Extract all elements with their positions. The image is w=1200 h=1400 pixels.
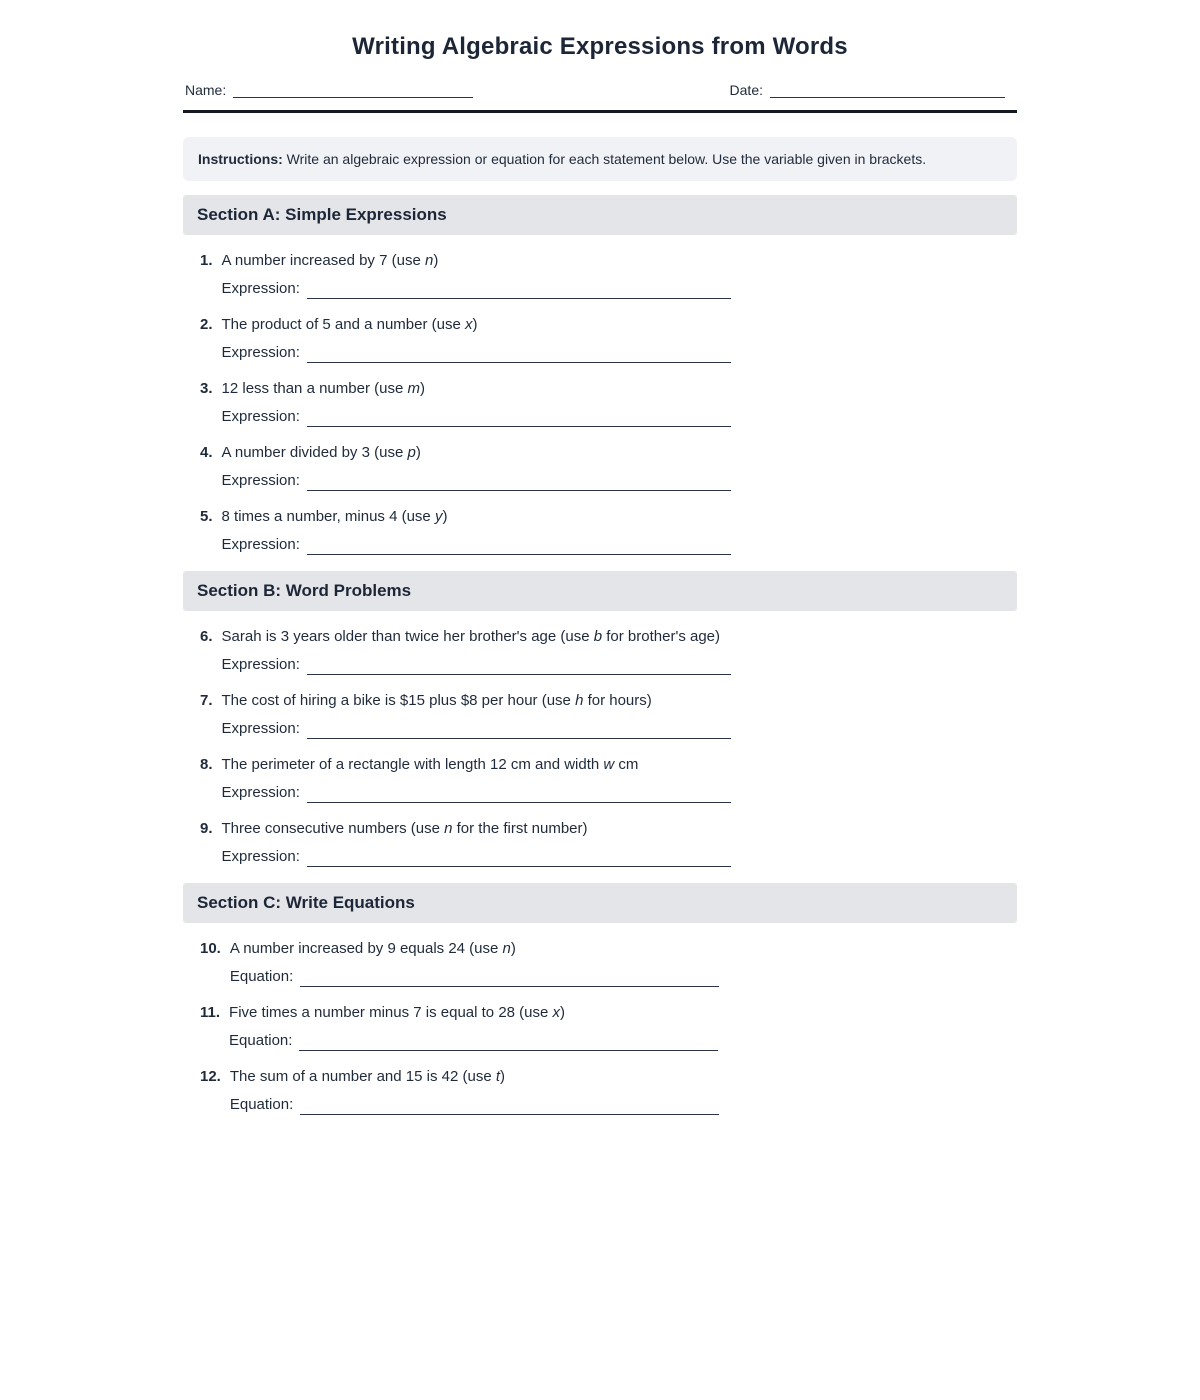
statement-variable: n	[502, 940, 511, 957]
statement-variable: y	[434, 508, 443, 525]
answer-row	[222, 407, 1017, 427]
answer-blank[interactable]	[307, 475, 731, 491]
item-11	[200, 1003, 1017, 1051]
statement-text: The product of 5 and a number (use	[221, 316, 465, 333]
statement-text: A number increased by 7 (use	[221, 252, 425, 269]
item-statement	[222, 819, 1017, 839]
statement-variable: x	[465, 316, 473, 333]
answer-label: Expression:	[221, 848, 300, 865]
answer-blank[interactable]	[307, 787, 731, 803]
answer-row	[222, 343, 1017, 363]
statement-variable: x	[552, 1004, 561, 1021]
item-statement	[222, 251, 1017, 271]
answer-blank[interactable]	[307, 347, 731, 363]
answer-row	[222, 783, 1017, 803]
answer-label: Expression:	[221, 784, 300, 801]
statement-variable: t	[495, 1068, 501, 1085]
section-b	[183, 571, 1017, 867]
item-number: 7.	[200, 692, 213, 709]
worksheet	[183, 0, 1017, 1131]
item-statement	[222, 691, 1017, 711]
answer-label: Expression:	[221, 344, 300, 361]
answer-blank[interactable]	[307, 283, 731, 299]
answer-row	[230, 967, 1017, 987]
answer-label: Equation:	[229, 1032, 293, 1049]
statement-text: )	[560, 1004, 566, 1021]
item-1	[200, 251, 1017, 299]
header-divider	[183, 110, 1017, 113]
item-number: 10.	[200, 940, 221, 957]
item-number: 8.	[200, 756, 213, 773]
statement-text: The sum of a number and 15 is 42 (use	[229, 1068, 496, 1085]
statement-text: for brother's age)	[602, 628, 721, 645]
statement-text: A number divided by 3 (use	[221, 444, 408, 461]
item-number: 2.	[200, 316, 213, 333]
answer-row	[230, 1095, 1017, 1115]
answer-label: Expression:	[221, 656, 300, 673]
statement-text: 12 less than a number (use	[221, 380, 408, 397]
statement-text: Three consecutive numbers (use	[221, 820, 445, 837]
answer-row	[222, 719, 1017, 739]
item-6	[200, 627, 1017, 675]
answer-blank[interactable]	[307, 659, 731, 675]
instructions-label: Instructions:	[198, 151, 283, 167]
statement-text: Five times a number minus 7 is equal to 28 (use	[229, 1004, 553, 1021]
answer-label: Expression:	[221, 280, 300, 297]
answer-label: Equation:	[229, 968, 294, 985]
statement-text: 8 times a number, minus 4 (use	[221, 508, 435, 525]
statement-text: A number increased by 9 equals 24 (use	[229, 940, 503, 957]
date-blank[interactable]	[770, 83, 1005, 98]
item-7	[200, 691, 1017, 739]
item-statement	[222, 627, 1017, 647]
answer-row	[222, 471, 1017, 491]
section-c	[183, 883, 1017, 1115]
item-statement	[222, 507, 1017, 527]
item-number: 4.	[200, 444, 213, 461]
item-9	[200, 819, 1017, 867]
section-c-header: Section C: Write Equations	[183, 883, 1017, 923]
date-label: Date:	[729, 82, 763, 98]
answer-label: Expression:	[221, 536, 300, 553]
item-2	[200, 315, 1017, 363]
item-number: 12.	[200, 1068, 221, 1085]
statement-text: )	[500, 1068, 506, 1085]
answer-blank[interactable]	[307, 851, 731, 867]
answer-blank[interactable]	[307, 539, 731, 555]
answer-row	[222, 655, 1017, 675]
name-date-row	[183, 82, 1017, 98]
instructions-text: Write an algebraic expression or equation for each statement below. Use the variable given in brackets.	[282, 151, 927, 167]
answer-row	[222, 279, 1017, 299]
statement-text: )	[472, 316, 478, 333]
section-b-header: Section B: Word Problems	[183, 571, 1017, 611]
statement-variable: p	[407, 444, 416, 461]
statement-variable: b	[593, 628, 603, 645]
section-a	[183, 195, 1017, 555]
item-3	[200, 379, 1017, 427]
statement-variable: n	[444, 820, 453, 837]
item-8	[200, 755, 1017, 803]
statement-text: )	[442, 508, 448, 525]
item-number: 3.	[200, 380, 213, 397]
section-a-header: Section A: Simple Expressions	[183, 195, 1017, 235]
name-blank[interactable]	[233, 83, 473, 98]
answer-label: Expression:	[221, 408, 300, 425]
item-statement	[222, 443, 1017, 463]
item-10	[200, 939, 1017, 987]
statement-text: Sarah is 3 years older than twice her brother's age (use	[221, 628, 594, 645]
statement-text: for the first number)	[452, 820, 588, 837]
answer-blank[interactable]	[307, 723, 731, 739]
name-label: Name:	[185, 82, 227, 98]
statement-text: cm	[614, 756, 639, 773]
answer-blank[interactable]	[299, 1035, 718, 1051]
statement-text: )	[510, 940, 516, 957]
statement-text: The perimeter of a rectangle with length 12 cm and width	[221, 756, 604, 773]
instructions-box	[183, 137, 1017, 181]
statement-variable: w	[603, 756, 615, 773]
item-12	[200, 1067, 1017, 1115]
date-field-group	[730, 82, 1005, 98]
statement-text: )	[419, 380, 425, 397]
item-statement	[230, 1067, 1017, 1087]
item-number: 1.	[200, 252, 213, 269]
page-title: Writing Algebraic Expressions from Words	[352, 33, 848, 60]
answer-label: Expression:	[221, 472, 300, 489]
statement-variable: h	[575, 692, 584, 709]
item-statement	[222, 315, 1017, 335]
name-field-group	[185, 82, 473, 98]
answer-row	[229, 1031, 1017, 1051]
item-number: 5.	[200, 508, 213, 525]
answer-label: Expression:	[221, 720, 300, 737]
item-5	[200, 507, 1017, 555]
item-statement	[222, 755, 1017, 775]
item-statement	[222, 379, 1017, 399]
statement-text: )	[433, 252, 439, 269]
statement-variable: m	[407, 380, 420, 397]
item-number: 11.	[200, 1004, 221, 1021]
statement-variable: n	[424, 252, 434, 269]
item-number: 9.	[200, 820, 213, 837]
item-number: 6.	[200, 628, 213, 645]
item-statement	[229, 1003, 1017, 1023]
answer-label: Equation:	[229, 1096, 294, 1113]
answer-row	[222, 847, 1017, 867]
answer-row	[222, 535, 1017, 555]
answer-blank[interactable]	[300, 971, 719, 987]
item-4	[200, 443, 1017, 491]
answer-blank[interactable]	[307, 411, 731, 427]
statement-text: The cost of hiring a bike is $15 plus $8 per hour (use	[221, 692, 576, 709]
answer-blank[interactable]	[300, 1099, 719, 1115]
statement-text: for hours)	[583, 692, 652, 709]
statement-text: )	[415, 444, 421, 461]
item-statement	[230, 939, 1017, 959]
